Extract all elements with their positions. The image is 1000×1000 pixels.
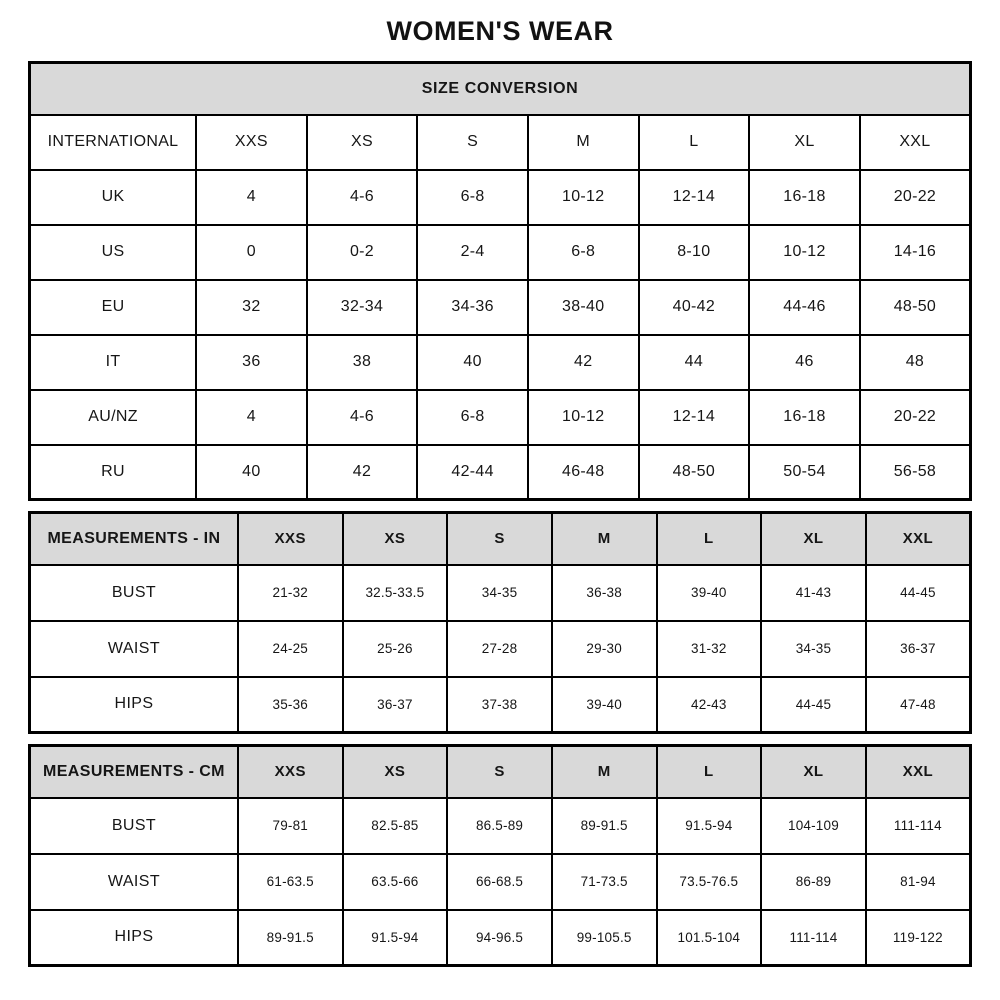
value-cell: 29-30 <box>552 621 657 677</box>
value-cell: 39-40 <box>657 565 762 621</box>
value-cell: 86-89 <box>761 854 866 910</box>
value-cell: 40-42 <box>639 280 750 335</box>
value-cell: 66-68.5 <box>447 854 552 910</box>
value-cell: 10-12 <box>749 225 860 280</box>
value-cell: 46-48 <box>528 445 639 500</box>
value-cell: 6-8 <box>417 170 528 225</box>
value-cell: 20-22 <box>860 170 971 225</box>
measurements-in-header-row <box>30 513 971 565</box>
value-cell: 24-25 <box>238 621 343 677</box>
column-header-m: M <box>552 513 657 565</box>
row-label-ru: RU <box>30 445 197 500</box>
value-cell: 32.5-33.5 <box>343 565 448 621</box>
column-header-xxl: XXL <box>866 746 971 798</box>
row-label-bust: BUST <box>30 798 238 854</box>
value-cell: 34-35 <box>447 565 552 621</box>
column-header-s: S <box>447 513 552 565</box>
value-cell: 99-105.5 <box>552 910 657 966</box>
size-conversion-body <box>30 170 971 500</box>
value-cell: 6-8 <box>417 390 528 445</box>
value-cell: 4 <box>196 170 307 225</box>
measurements-cm-title: MEASUREMENTS - CM <box>30 746 238 798</box>
value-cell: 94-96.5 <box>447 910 552 966</box>
value-cell: 104-109 <box>761 798 866 854</box>
table-row-hips <box>30 677 971 733</box>
value-cell: 41-43 <box>761 565 866 621</box>
value-cell: 36-37 <box>866 621 971 677</box>
column-header-international: INTERNATIONAL <box>30 115 197 170</box>
value-cell: 48-50 <box>639 445 750 500</box>
row-label-hips: HIPS <box>30 677 238 733</box>
value-cell: 111-114 <box>866 798 971 854</box>
column-header-xs: XS <box>307 115 418 170</box>
table-row-ru <box>30 445 971 500</box>
measurements-cm-table <box>28 744 972 967</box>
column-header-xl: XL <box>761 513 866 565</box>
row-label-us: US <box>30 225 197 280</box>
column-header-l: L <box>657 513 762 565</box>
value-cell: 40 <box>196 445 307 500</box>
value-cell: 44-45 <box>866 565 971 621</box>
value-cell: 44-45 <box>761 677 866 733</box>
value-cell: 50-54 <box>749 445 860 500</box>
value-cell: 91.5-94 <box>657 798 762 854</box>
column-header-xs: XS <box>343 513 448 565</box>
row-label-hips: HIPS <box>30 910 238 966</box>
column-header-xxs: XXS <box>196 115 307 170</box>
row-label-waist: WAIST <box>30 854 238 910</box>
value-cell: 36 <box>196 335 307 390</box>
column-header-l: L <box>639 115 750 170</box>
measurements-in-body <box>30 565 971 733</box>
value-cell: 44 <box>639 335 750 390</box>
column-header-s: S <box>447 746 552 798</box>
table-row-eu <box>30 280 971 335</box>
size-conversion-table <box>28 61 972 501</box>
size-conversion-title-row <box>30 63 971 115</box>
value-cell: 2-4 <box>417 225 528 280</box>
value-cell: 101.5-104 <box>657 910 762 966</box>
row-label-bust: BUST <box>30 565 238 621</box>
value-cell: 32-34 <box>307 280 418 335</box>
column-header-xl: XL <box>749 115 860 170</box>
table-row-au-nz <box>30 390 971 445</box>
value-cell: 35-36 <box>238 677 343 733</box>
column-header-xxs: XXS <box>238 746 343 798</box>
column-header-m: M <box>552 746 657 798</box>
size-conversion-title: SIZE CONVERSION <box>30 63 971 115</box>
value-cell: 81-94 <box>866 854 971 910</box>
value-cell: 42-44 <box>417 445 528 500</box>
value-cell: 86.5-89 <box>447 798 552 854</box>
value-cell: 10-12 <box>528 170 639 225</box>
value-cell: 42 <box>307 445 418 500</box>
row-label-uk: UK <box>30 170 197 225</box>
value-cell: 12-14 <box>639 390 750 445</box>
column-header-xs: XS <box>343 746 448 798</box>
measurements-in-title: MEASUREMENTS - IN <box>30 513 238 565</box>
value-cell: 47-48 <box>866 677 971 733</box>
row-label-eu: EU <box>30 280 197 335</box>
table-row-waist <box>30 621 971 677</box>
measurements-cm-header-row <box>30 746 971 798</box>
value-cell: 6-8 <box>528 225 639 280</box>
column-header-s: S <box>417 115 528 170</box>
value-cell: 42-43 <box>657 677 762 733</box>
value-cell: 34-35 <box>761 621 866 677</box>
value-cell: 40 <box>417 335 528 390</box>
value-cell: 36-37 <box>343 677 448 733</box>
value-cell: 0-2 <box>307 225 418 280</box>
value-cell: 39-40 <box>552 677 657 733</box>
value-cell: 21-32 <box>238 565 343 621</box>
value-cell: 34-36 <box>417 280 528 335</box>
size-conversion-column-header-row <box>30 115 971 170</box>
value-cell: 4-6 <box>307 170 418 225</box>
page-title: WOMEN'S WEAR <box>386 16 614 46</box>
value-cell: 36-38 <box>552 565 657 621</box>
value-cell: 14-16 <box>860 225 971 280</box>
value-cell: 61-63.5 <box>238 854 343 910</box>
value-cell: 12-14 <box>639 170 750 225</box>
value-cell: 25-26 <box>343 621 448 677</box>
value-cell: 0 <box>196 225 307 280</box>
value-cell: 31-32 <box>657 621 762 677</box>
table-row-bust <box>30 798 971 854</box>
table-row-hips <box>30 910 971 966</box>
value-cell: 37-38 <box>447 677 552 733</box>
row-label-it: IT <box>30 335 197 390</box>
table-row-waist <box>30 854 971 910</box>
value-cell: 71-73.5 <box>552 854 657 910</box>
value-cell: 8-10 <box>639 225 750 280</box>
column-header-xxs: XXS <box>238 513 343 565</box>
value-cell: 46 <box>749 335 860 390</box>
value-cell: 89-91.5 <box>552 798 657 854</box>
column-header-xxl: XXL <box>860 115 971 170</box>
value-cell: 48 <box>860 335 971 390</box>
value-cell: 32 <box>196 280 307 335</box>
value-cell: 48-50 <box>860 280 971 335</box>
measurements-in-table <box>28 511 972 734</box>
value-cell: 16-18 <box>749 390 860 445</box>
value-cell: 38 <box>307 335 418 390</box>
value-cell: 91.5-94 <box>343 910 448 966</box>
value-cell: 4-6 <box>307 390 418 445</box>
row-label-au-nz: AU/NZ <box>30 390 197 445</box>
value-cell: 89-91.5 <box>238 910 343 966</box>
value-cell: 27-28 <box>447 621 552 677</box>
table-row-bust <box>30 565 971 621</box>
value-cell: 73.5-76.5 <box>657 854 762 910</box>
value-cell: 82.5-85 <box>343 798 448 854</box>
measurements-cm-body <box>30 798 971 966</box>
value-cell: 63.5-66 <box>343 854 448 910</box>
value-cell: 10-12 <box>528 390 639 445</box>
value-cell: 119-122 <box>866 910 971 966</box>
column-header-xxl: XXL <box>866 513 971 565</box>
value-cell: 38-40 <box>528 280 639 335</box>
column-header-l: L <box>657 746 762 798</box>
value-cell: 56-58 <box>860 445 971 500</box>
value-cell: 44-46 <box>749 280 860 335</box>
value-cell: 4 <box>196 390 307 445</box>
table-row-it <box>30 335 971 390</box>
value-cell: 79-81 <box>238 798 343 854</box>
row-label-waist: WAIST <box>30 621 238 677</box>
column-header-xl: XL <box>761 746 866 798</box>
column-header-m: M <box>528 115 639 170</box>
value-cell: 16-18 <box>749 170 860 225</box>
table-row-us <box>30 225 971 280</box>
value-cell: 111-114 <box>761 910 866 966</box>
table-row-uk <box>30 170 971 225</box>
value-cell: 20-22 <box>860 390 971 445</box>
value-cell: 42 <box>528 335 639 390</box>
